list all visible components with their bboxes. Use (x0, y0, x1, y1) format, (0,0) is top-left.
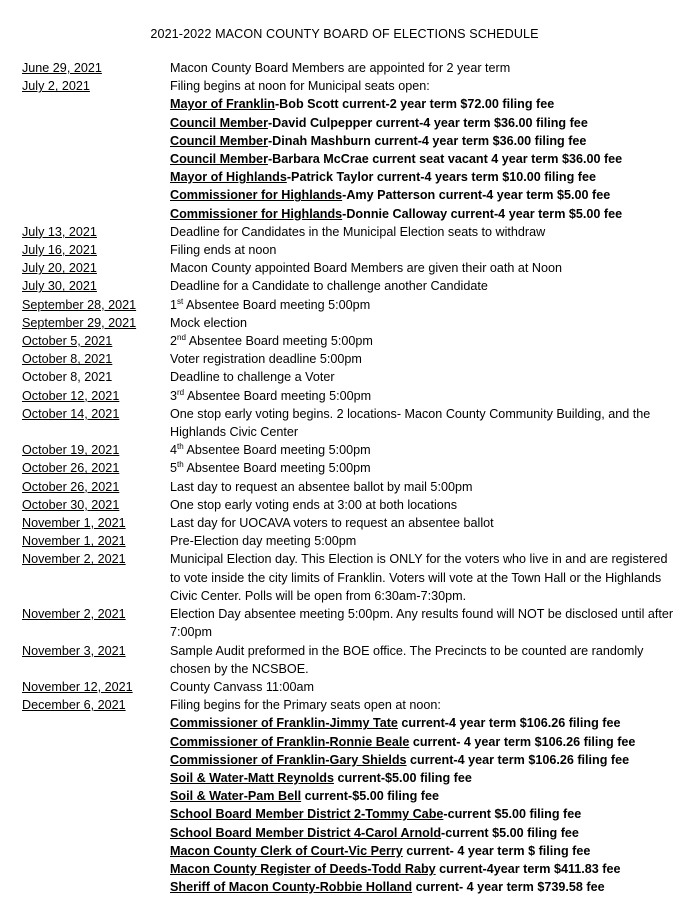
schedule-text: Filing begins for the Primary seats open at noon: (170, 698, 441, 713)
schedule-text: -Barbara McCrae current seat vacant 4 year term $36.00 fee (267, 152, 623, 167)
meeting-number: 3 (170, 388, 178, 403)
schedule-description (170, 824, 682, 842)
schedule-text: current- 4 year term $106.26 filing fee (409, 734, 636, 749)
schedule-text: Pre-Election day meeting 5:00pm (170, 534, 357, 549)
schedule-row (22, 751, 682, 769)
ordinal-suffix: rd (177, 387, 185, 397)
schedule-row (22, 441, 682, 459)
schedule-date: July 13, 2021 (22, 224, 97, 239)
schedule-text: One stop early voting ends at 3:00 at both locations (170, 497, 458, 512)
schedule-row (22, 205, 682, 223)
schedule-row (22, 824, 682, 842)
schedule-text: Municipal Election day. This Election is ONLY for the voters who live in and are registered to vote inside the city limits of Franklin. Voters will vote at the Town Hall or the Highlands Civic Center. Polls will be open from 6:30am-7:30pm. (170, 552, 668, 603)
schedule-text: Last day for UOCAVA voters to request an absentee ballot (170, 516, 494, 531)
schedule-description (170, 77, 682, 95)
schedule-text: current-$5.00 filing fee (301, 789, 439, 804)
schedule-text: Absentee Board meeting 5:00pm (185, 334, 373, 349)
schedule-description (170, 787, 682, 805)
schedule-row (22, 714, 682, 732)
schedule-text: -current $5.00 filing fee (441, 825, 579, 840)
schedule-row (22, 642, 682, 678)
schedule-row (22, 478, 682, 496)
schedule-description (170, 532, 682, 550)
schedule-date: July 2, 2021 (22, 79, 90, 94)
schedule-text: Filing begins at noon for Municipal seats open: (170, 79, 430, 94)
seat-title: Soil & Water-Matt Reynolds (170, 770, 334, 785)
seat-title: Commissioner of Franklin-Jimmy Tate (170, 716, 398, 731)
schedule-date: October 5, 2021 (22, 334, 113, 349)
schedule-row (22, 405, 682, 441)
schedule-row (22, 678, 682, 696)
seat-title: Macon County Clerk of Court-Vic Perry (170, 843, 403, 858)
schedule-date: October 19, 2021 (22, 443, 120, 458)
schedule-date: November 12, 2021 (22, 679, 133, 694)
schedule-text: Deadline for a Candidate to challenge another Candidate (170, 279, 488, 294)
schedule-description (170, 459, 682, 477)
schedule-date: October 14, 2021 (22, 406, 120, 421)
schedule-text: current- 4 year term $739.58 fee (412, 880, 605, 895)
schedule-text: Absentee Board meeting 5:00pm (183, 461, 371, 476)
schedule-description (170, 714, 682, 732)
schedule-description (170, 496, 682, 514)
schedule-row (22, 168, 682, 186)
schedule-text: current-4year term $411.83 fee (435, 861, 621, 876)
seat-title: Mayor of Highlands (170, 170, 287, 185)
schedule-description (170, 223, 682, 241)
schedule-row (22, 332, 682, 350)
document-title: 2021-2022 MACON COUNTY BOARD OF ELECTIONS SCHEDULE (150, 27, 539, 41)
schedule-description (170, 205, 682, 223)
ordinal-suffix: th (177, 460, 184, 470)
schedule-text: Deadline to challenge a Voter (170, 370, 335, 385)
seat-title: Council Member (170, 133, 268, 148)
schedule-row (22, 77, 682, 95)
schedule-description (170, 441, 682, 459)
schedule-date: October 8, 2021 (22, 352, 113, 367)
schedule-description (170, 241, 682, 259)
schedule-row (22, 223, 682, 241)
schedule-text: One stop early voting begins. 2 locations- Macon County Community Building, and the Highlands Civic Center (170, 406, 651, 440)
schedule-description (170, 296, 682, 314)
schedule-row (22, 59, 682, 77)
seat-title: Macon County Register of Deeds-Todd Raby (170, 861, 436, 876)
meeting-number: 5 (170, 461, 178, 476)
schedule-text: Macon County appointed Board Members are given their oath at Noon (170, 261, 563, 276)
schedule-date: October 30, 2021 (22, 497, 120, 512)
schedule-row (22, 241, 682, 259)
schedule-row (22, 769, 682, 787)
schedule-text: current- 4 year term $ filing fee (402, 843, 591, 858)
schedule-row (22, 496, 682, 514)
schedule-text: Mock election (170, 315, 247, 330)
schedule-text: current-4 year term $106.26 filing fee (406, 752, 630, 767)
schedule-description (170, 59, 682, 77)
seat-title: Council Member (170, 152, 268, 167)
schedule-description (170, 860, 682, 878)
schedule-row (22, 259, 682, 277)
schedule-text: current-4 year term $106.26 filing fee (397, 716, 621, 731)
schedule-text: Last day to request an absentee ballot by mail 5:00pm (170, 479, 473, 494)
schedule-row (22, 132, 682, 150)
schedule-text: current-$5.00 filing fee (333, 770, 472, 785)
schedule-row (22, 459, 682, 477)
schedule-description (170, 769, 682, 787)
schedule-date: October 8, 2021 (22, 370, 113, 385)
schedule-description (170, 132, 682, 150)
schedule-description (170, 478, 682, 496)
schedule-row (22, 514, 682, 532)
schedule-date: December 6, 2021 (22, 698, 126, 713)
seat-title: Commissioner for Highlands (170, 206, 343, 221)
schedule-description (170, 277, 682, 295)
schedule-description (170, 696, 682, 714)
seat-title: Sheriff of Macon County-Robbie Holland (170, 880, 413, 895)
schedule-row (22, 150, 682, 168)
schedule-date: October 26, 2021 (22, 461, 120, 476)
schedule-row (22, 114, 682, 132)
meeting-number: 4 (170, 443, 178, 458)
schedule-row (22, 733, 682, 751)
schedule-date: November 3, 2021 (22, 643, 126, 658)
schedule-row (22, 842, 682, 860)
schedule-text: Voter registration deadline 5:00pm (170, 352, 362, 367)
ordinal-suffix: th (177, 442, 184, 452)
schedule-row (22, 387, 682, 405)
schedule-description (170, 368, 682, 386)
schedule-row (22, 350, 682, 368)
seat-title: Soil & Water-Pam Bell (170, 789, 302, 804)
seat-title: Commissioner for Highlands (170, 188, 343, 203)
schedule-text: -Patrick Taylor current-4 years term $10.00 filing fee (286, 170, 597, 185)
schedule-description (170, 878, 682, 896)
schedule-description (170, 733, 682, 751)
schedule-date: November 1, 2021 (22, 516, 126, 531)
seat-title: School Board Member District 2-Tommy Cabe (170, 807, 444, 822)
seat-title: Commissioner of Franklin-Gary Shields (170, 752, 407, 767)
schedule-date: July 30, 2021 (22, 279, 97, 294)
schedule-row (22, 95, 682, 113)
schedule-text: -David Culpepper current-4 year term $36.00 filing fee (267, 115, 588, 130)
schedule-description (170, 751, 682, 769)
schedule-row (22, 277, 682, 295)
schedule-description (170, 405, 682, 441)
schedule-row (22, 296, 682, 314)
schedule-description (170, 842, 682, 860)
schedule-row (22, 368, 682, 386)
schedule-row (22, 805, 682, 823)
schedule-date: September 28, 2021 (22, 297, 137, 312)
schedule-text: -Dinah Mashburn current-4 year term $36.00 filing fee (267, 133, 587, 148)
schedule-text: Deadline for Candidates in the Municipal Election seats to withdraw (170, 224, 546, 239)
schedule-row (22, 532, 682, 550)
schedule-list (22, 59, 682, 896)
schedule-date: October 12, 2021 (22, 388, 120, 403)
schedule-description (170, 186, 682, 204)
schedule-description (170, 332, 682, 350)
schedule-row (22, 314, 682, 332)
schedule-text: Filing ends at noon (170, 243, 277, 258)
schedule-description (170, 514, 682, 532)
seat-title: Council Member (170, 115, 268, 130)
schedule-description (170, 642, 682, 678)
schedule-description (170, 550, 682, 605)
schedule-description (170, 805, 682, 823)
schedule-description (170, 150, 682, 168)
meeting-number: 2 (170, 334, 178, 349)
schedule-text: Absentee Board meeting 5:00pm (183, 443, 371, 458)
schedule-row (22, 878, 682, 896)
schedule-row (22, 186, 682, 204)
schedule-description (170, 314, 682, 332)
schedule-description (170, 350, 682, 368)
schedule-text: Macon County Board Members are appointed for 2 year term (170, 61, 511, 75)
ordinal-suffix: st (177, 296, 184, 306)
schedule-row (22, 605, 682, 641)
schedule-date: September 29, 2021 (22, 315, 137, 330)
schedule-description (170, 168, 682, 186)
schedule-date: October 26, 2021 (22, 479, 120, 494)
schedule-text: Election Day absentee meeting 5:00pm. Any results found will NOT be disclosed until after 7:00pm (170, 607, 674, 640)
meeting-number: 1 (170, 297, 178, 312)
schedule-description (170, 114, 682, 132)
schedule-text: Absentee Board meeting 5:00pm (183, 297, 371, 312)
schedule-description (170, 95, 682, 113)
schedule-date: July 16, 2021 (22, 243, 97, 258)
schedule-text: County Canvass 11:00am (170, 679, 314, 694)
schedule-text: Absentee Board meeting 5:00pm (184, 388, 372, 403)
schedule-row (22, 696, 682, 714)
schedule-row (22, 860, 682, 878)
schedule-date: November 1, 2021 (22, 534, 126, 549)
schedule-text: -Amy Patterson current-4 year term $5.00 fee (342, 188, 611, 203)
schedule-text: Sample Audit preformed in the BOE office. The Precincts to be counted are randomly chosen by the NCSBOE. (170, 643, 644, 676)
ordinal-suffix: nd (177, 333, 186, 343)
seat-title: Mayor of Franklin (170, 97, 275, 112)
schedule-text: -current $5.00 filing fee (443, 807, 582, 822)
schedule-description (170, 387, 682, 405)
schedule-date: July 20, 2021 (22, 261, 97, 276)
schedule-date: November 2, 2021 (22, 607, 126, 622)
schedule-description (170, 259, 682, 277)
schedule-date: November 2, 2021 (22, 552, 126, 567)
seat-title: School Board Member District 4-Carol Arnold (170, 825, 442, 840)
schedule-row (22, 550, 682, 605)
seat-title: Commissioner of Franklin-Ronnie Beale (170, 734, 410, 749)
schedule-description (170, 605, 682, 641)
schedule-date: June 29, 2021 (22, 61, 102, 75)
schedule-text: -Donnie Calloway current-4 year term $5.00 fee (342, 206, 623, 221)
schedule-description (170, 678, 682, 696)
schedule-text: -Bob Scott current-2 year term $72.00 filing fee (274, 97, 555, 112)
schedule-row (22, 787, 682, 805)
